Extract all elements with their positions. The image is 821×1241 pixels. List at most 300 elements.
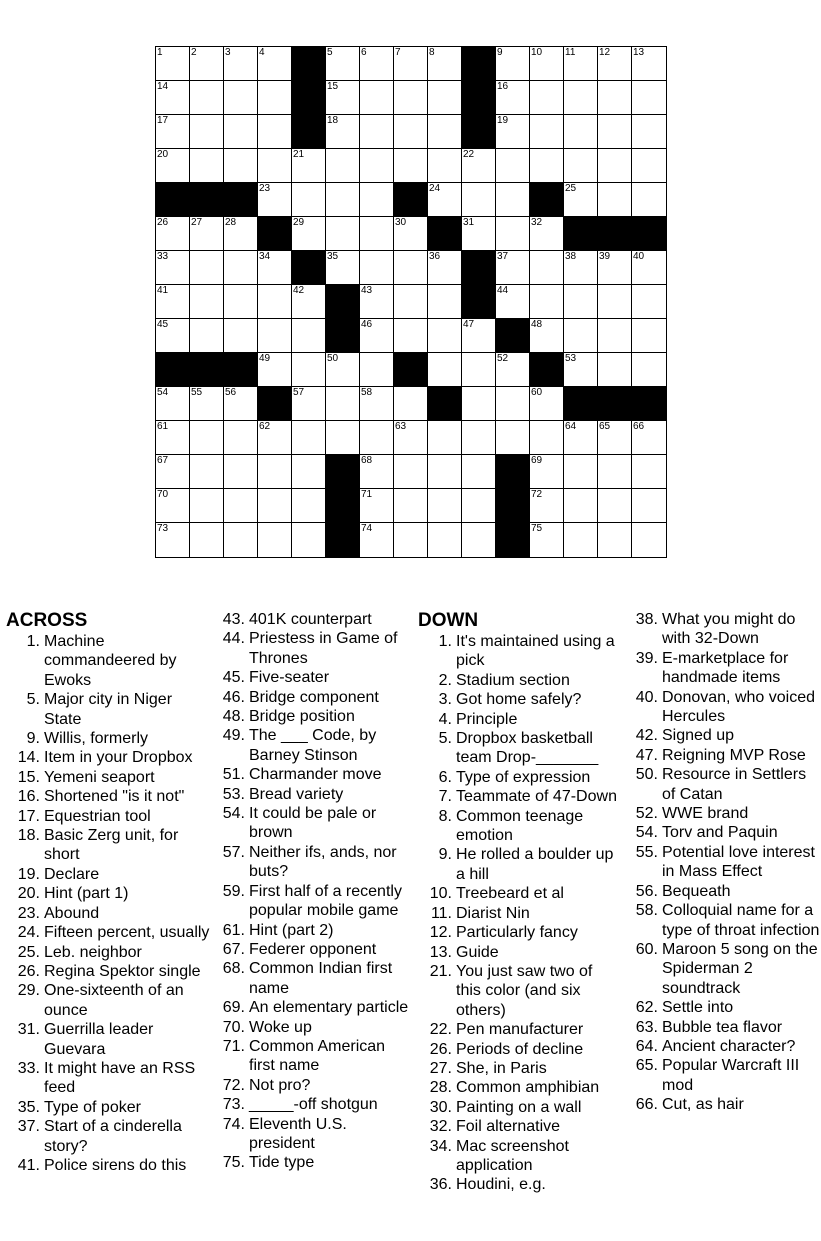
grid-cell[interactable] [394, 149, 428, 183]
clue-item-text: Got home safely? [456, 691, 582, 709]
grid-cell[interactable] [224, 387, 258, 421]
grid-cell[interactable] [292, 523, 326, 557]
grid-cell[interactable] [530, 149, 564, 183]
grid-cell[interactable] [632, 81, 666, 115]
grid-cell[interactable] [394, 523, 428, 557]
clue-item[interactable] [6, 787, 211, 806]
grid-cell[interactable] [598, 421, 632, 455]
grid-cell[interactable] [428, 81, 462, 115]
grid-cell[interactable] [530, 217, 564, 251]
grid-cell[interactable] [632, 455, 666, 489]
grid-cell[interactable] [360, 251, 394, 285]
grid-cell[interactable] [632, 183, 666, 217]
grid-cell[interactable] [462, 217, 496, 251]
grid-cell[interactable] [360, 183, 394, 217]
grid-cell[interactable] [224, 523, 258, 557]
clue-item[interactable] [6, 1098, 211, 1117]
grid-cell[interactable] [258, 149, 292, 183]
grid-cell[interactable] [530, 47, 564, 81]
grid-cell[interactable] [326, 421, 360, 455]
grid-cell[interactable] [224, 115, 258, 149]
clue-item[interactable] [418, 1175, 618, 1194]
grid-cell[interactable] [224, 455, 258, 489]
grid-cell[interactable] [564, 523, 598, 557]
grid-cell[interactable] [224, 251, 258, 285]
grid-cell[interactable] [564, 47, 598, 81]
grid-cell[interactable] [496, 149, 530, 183]
grid-cell[interactable] [190, 285, 224, 319]
grid-cell[interactable] [190, 217, 224, 251]
clue-item[interactable] [6, 865, 211, 884]
grid-cell[interactable] [326, 183, 360, 217]
grid-cell[interactable] [292, 217, 326, 251]
grid-cell[interactable] [564, 455, 598, 489]
grid-cell[interactable] [496, 387, 530, 421]
grid-cell[interactable] [292, 455, 326, 489]
grid-cell[interactable] [258, 81, 292, 115]
clue-item[interactable] [211, 1018, 411, 1037]
grid-cell[interactable] [394, 217, 428, 251]
grid-cell[interactable] [224, 217, 258, 251]
grid-cell[interactable] [530, 251, 564, 285]
clue-item[interactable] [211, 668, 411, 687]
grid-cell[interactable] [564, 115, 598, 149]
grid-cell[interactable] [530, 455, 564, 489]
grid-cell[interactable] [530, 285, 564, 319]
clue-item[interactable] [211, 707, 411, 726]
clue-item[interactable] [6, 632, 211, 690]
grid-cell[interactable] [496, 421, 530, 455]
grid-cell[interactable] [326, 387, 360, 421]
grid-cell[interactable] [394, 421, 428, 455]
grid-cell[interactable] [428, 251, 462, 285]
grid-cell[interactable] [190, 421, 224, 455]
clue-item[interactable] [624, 765, 821, 804]
grid-cell[interactable] [394, 455, 428, 489]
clue-item[interactable] [418, 1137, 618, 1176]
black-square [428, 217, 462, 251]
grid-cell[interactable] [360, 523, 394, 557]
grid-cell[interactable] [360, 489, 394, 523]
clue-number: 71 [361, 489, 373, 500]
grid-cell[interactable] [156, 489, 190, 523]
grid-cell[interactable] [564, 251, 598, 285]
clue-number: 4 [259, 47, 265, 58]
grid-cell[interactable] [632, 285, 666, 319]
grid-cell[interactable] [190, 47, 224, 81]
grid-cell[interactable] [156, 115, 190, 149]
black-square [326, 489, 360, 523]
grid-cell[interactable] [462, 455, 496, 489]
grid-cell[interactable] [598, 285, 632, 319]
grid-cell[interactable] [598, 183, 632, 217]
clue-item[interactable] [6, 1020, 211, 1059]
black-square [326, 523, 360, 557]
grid-cell[interactable] [564, 353, 598, 387]
clue-item-number: 26. [17, 962, 40, 980]
grid-cell[interactable] [360, 319, 394, 353]
grid-cell[interactable] [292, 421, 326, 455]
clue-item[interactable] [624, 901, 821, 940]
clue-item[interactable] [624, 726, 821, 745]
grid-cell[interactable] [530, 115, 564, 149]
grid-cell[interactable] [564, 489, 598, 523]
grid-cell[interactable] [360, 285, 394, 319]
clue-item[interactable] [6, 1156, 211, 1175]
grid-cell[interactable] [632, 251, 666, 285]
clue-item-text: Common teenage emotion [456, 807, 584, 845]
clue-item-text: Tide type [249, 1154, 315, 1172]
grid-cell[interactable] [224, 285, 258, 319]
clue-item[interactable] [211, 882, 411, 921]
grid-cell[interactable] [292, 149, 326, 183]
clue-item[interactable] [211, 610, 411, 629]
grid-cell[interactable] [326, 47, 360, 81]
grid-cell[interactable] [530, 523, 564, 557]
grid-cell[interactable] [326, 81, 360, 115]
grid-cell[interactable] [156, 149, 190, 183]
clue-item[interactable] [418, 904, 618, 923]
grid-cell[interactable] [292, 353, 326, 387]
clue-item-number: 17. [17, 807, 40, 825]
black-square [394, 353, 428, 387]
grid-cell[interactable] [530, 81, 564, 115]
grid-cell[interactable] [598, 149, 632, 183]
grid-cell[interactable] [598, 319, 632, 353]
clue-item[interactable] [211, 765, 411, 784]
grid-cell[interactable] [156, 285, 190, 319]
grid-cell[interactable] [462, 489, 496, 523]
grid-cell[interactable] [598, 251, 632, 285]
black-square [224, 353, 258, 387]
grid-cell[interactable] [258, 489, 292, 523]
grid-cell[interactable] [292, 183, 326, 217]
grid-cell[interactable] [258, 523, 292, 557]
grid-cell[interactable] [496, 115, 530, 149]
clue-item[interactable] [418, 845, 618, 884]
grid-cell[interactable] [632, 489, 666, 523]
grid-cell[interactable] [258, 183, 292, 217]
grid-cell[interactable] [462, 523, 496, 557]
grid-cell[interactable] [564, 285, 598, 319]
grid-cell[interactable] [190, 319, 224, 353]
clue-item[interactable] [6, 690, 211, 729]
black-square [462, 251, 496, 285]
clue-item-number: 45. [222, 669, 245, 687]
clue-item[interactable] [6, 807, 211, 826]
clue-item-number: 41. [17, 1156, 40, 1174]
grid-cell[interactable] [462, 421, 496, 455]
clue-item[interactable] [211, 1153, 411, 1172]
clue-item-number: 25. [17, 943, 40, 961]
grid-cell[interactable] [190, 149, 224, 183]
grid-cell[interactable] [156, 251, 190, 285]
grid-cell[interactable] [156, 523, 190, 557]
grid-cell[interactable] [190, 387, 224, 421]
grid-cell[interactable] [598, 455, 632, 489]
clue-item[interactable] [211, 1115, 411, 1154]
clue-item[interactable] [624, 610, 821, 649]
grid-cell[interactable] [326, 353, 360, 387]
grid-cell[interactable] [496, 183, 530, 217]
grid-cell[interactable] [462, 353, 496, 387]
grid-cell[interactable] [360, 149, 394, 183]
clue-item[interactable] [418, 690, 618, 709]
grid-cell[interactable] [394, 251, 428, 285]
clue-item[interactable] [6, 1059, 211, 1098]
clue-item[interactable] [418, 1078, 618, 1097]
clue-item[interactable] [624, 843, 821, 882]
clue-item[interactable] [6, 729, 211, 748]
clue-item[interactable] [211, 1095, 411, 1114]
clue-item[interactable] [418, 768, 618, 787]
grid-cell[interactable] [564, 81, 598, 115]
grid-cell[interactable] [258, 319, 292, 353]
grid-cell[interactable] [190, 81, 224, 115]
clue-item[interactable] [418, 1059, 618, 1078]
clue-item[interactable] [624, 940, 821, 998]
clue-item[interactable] [6, 904, 211, 923]
clue-item[interactable] [211, 998, 411, 1017]
grid-cell[interactable] [530, 319, 564, 353]
clue-item-text: Willis, formerly [44, 730, 148, 748]
clue-item[interactable] [624, 1018, 821, 1037]
clue-number: 30 [395, 217, 407, 228]
clue-item[interactable] [418, 884, 618, 903]
clue-item[interactable] [624, 688, 821, 727]
grid-cell[interactable] [258, 353, 292, 387]
grid-cell[interactable] [632, 421, 666, 455]
clue-item[interactable] [624, 1056, 821, 1095]
grid-cell[interactable] [632, 149, 666, 183]
grid-cell[interactable] [190, 489, 224, 523]
grid-cell[interactable] [632, 353, 666, 387]
grid-cell[interactable] [394, 81, 428, 115]
clue-item[interactable] [418, 943, 618, 962]
grid-cell[interactable] [496, 353, 530, 387]
grid-cell[interactable] [156, 47, 190, 81]
grid-cell[interactable] [190, 251, 224, 285]
clue-item[interactable] [418, 1117, 618, 1136]
clue-item[interactable] [6, 748, 211, 767]
grid-cell[interactable] [428, 489, 462, 523]
grid-cell[interactable] [598, 115, 632, 149]
grid-cell[interactable] [462, 319, 496, 353]
grid-cell[interactable] [428, 285, 462, 319]
clue-item[interactable] [418, 787, 618, 806]
grid-cell[interactable] [292, 319, 326, 353]
grid-cell[interactable] [224, 319, 258, 353]
clue-item[interactable] [624, 998, 821, 1017]
grid-cell[interactable] [224, 149, 258, 183]
grid-cell[interactable] [598, 523, 632, 557]
grid-cell[interactable] [428, 115, 462, 149]
grid-cell[interactable] [224, 81, 258, 115]
clue-item[interactable] [418, 807, 618, 846]
clue-item[interactable] [418, 1020, 618, 1039]
clue-item[interactable] [211, 1037, 411, 1076]
grid-cell[interactable] [156, 387, 190, 421]
grid-cell[interactable] [360, 81, 394, 115]
clue-item-number: 13. [429, 943, 452, 961]
grid-cell[interactable] [326, 251, 360, 285]
grid-cell[interactable] [564, 183, 598, 217]
grid-cell[interactable] [360, 217, 394, 251]
grid-cell[interactable] [564, 149, 598, 183]
black-square [326, 285, 360, 319]
grid-cell[interactable] [156, 217, 190, 251]
grid-cell[interactable] [530, 489, 564, 523]
clue-item[interactable] [211, 726, 411, 765]
grid-cell[interactable] [496, 251, 530, 285]
clue-item[interactable] [6, 768, 211, 787]
grid-cell[interactable] [462, 387, 496, 421]
grid-cell[interactable] [360, 455, 394, 489]
clue-item-text: An elementary particle [249, 999, 409, 1017]
grid-cell[interactable] [496, 285, 530, 319]
grid-cell[interactable] [428, 455, 462, 489]
clue-item[interactable] [6, 1117, 211, 1156]
clue-item-text: WWE brand [662, 805, 749, 823]
grid-cell[interactable] [326, 217, 360, 251]
grid-cell[interactable] [598, 47, 632, 81]
clue-item[interactable] [211, 843, 411, 882]
grid-cell[interactable] [292, 285, 326, 319]
grid-cell[interactable] [258, 455, 292, 489]
clue-item[interactable] [418, 632, 618, 671]
clue-item[interactable] [211, 940, 411, 959]
grid-cell[interactable] [394, 387, 428, 421]
grid-cell[interactable] [292, 387, 326, 421]
clue-item[interactable] [211, 921, 411, 940]
grid-cell[interactable] [360, 387, 394, 421]
grid-cell[interactable] [428, 47, 462, 81]
clue-item[interactable] [418, 962, 618, 1020]
grid-cell[interactable] [428, 319, 462, 353]
grid-cell[interactable] [394, 489, 428, 523]
clue-item[interactable] [624, 649, 821, 688]
grid-cell[interactable] [360, 47, 394, 81]
grid-cell[interactable] [428, 183, 462, 217]
grid-cell[interactable] [428, 421, 462, 455]
grid-cell[interactable] [598, 353, 632, 387]
clue-item[interactable] [624, 746, 821, 765]
clue-item-text: Guerrilla leader Guevara [44, 1021, 154, 1058]
grid-cell[interactable] [428, 523, 462, 557]
grid-cell[interactable] [632, 115, 666, 149]
clue-item-number: 11. [430, 904, 452, 922]
grid-cell[interactable] [428, 149, 462, 183]
clue-item[interactable] [624, 1095, 821, 1114]
clue-item-number: 16. [17, 788, 40, 806]
grid-cell[interactable] [496, 47, 530, 81]
grid-cell[interactable] [360, 115, 394, 149]
grid-cell[interactable] [326, 149, 360, 183]
clue-item[interactable] [211, 785, 411, 804]
clue-item[interactable] [418, 1040, 618, 1059]
grid-cell[interactable] [156, 81, 190, 115]
grid-cell[interactable] [326, 115, 360, 149]
clue-item[interactable] [418, 710, 618, 729]
grid-cell[interactable] [632, 319, 666, 353]
grid-cell[interactable] [564, 319, 598, 353]
clue-item[interactable] [211, 688, 411, 707]
grid-cell[interactable] [224, 47, 258, 81]
grid-cell[interactable] [258, 285, 292, 319]
grid-cell[interactable] [258, 47, 292, 81]
clue-item[interactable] [6, 962, 211, 981]
grid-cell[interactable] [224, 421, 258, 455]
grid-cell[interactable] [496, 81, 530, 115]
grid-cell[interactable] [258, 251, 292, 285]
grid-cell[interactable] [190, 115, 224, 149]
clue-number: 7 [395, 47, 401, 58]
clue-item[interactable] [211, 804, 411, 843]
clue-item[interactable] [211, 629, 411, 668]
grid-cell[interactable] [598, 81, 632, 115]
grid-cell[interactable] [360, 353, 394, 387]
clue-item[interactable] [418, 671, 618, 690]
clue-item[interactable] [6, 884, 211, 903]
clue-item[interactable] [624, 882, 821, 901]
grid-cell[interactable] [530, 421, 564, 455]
grid-cell[interactable] [428, 353, 462, 387]
clue-item-text: Principle [456, 710, 518, 728]
clue-number: 6 [361, 47, 367, 58]
grid-cell[interactable] [190, 455, 224, 489]
grid-cell[interactable] [156, 455, 190, 489]
clue-item[interactable] [418, 1098, 618, 1117]
grid-cell[interactable] [224, 489, 258, 523]
grid-cell[interactable] [496, 217, 530, 251]
grid-cell[interactable] [632, 523, 666, 557]
clue-item-number: 54. [222, 805, 245, 823]
grid-cell[interactable] [394, 47, 428, 81]
clue-item[interactable] [6, 943, 211, 962]
clue-item[interactable] [624, 1037, 821, 1056]
clue-item-number: 35. [17, 1098, 40, 1116]
grid-cell[interactable] [258, 421, 292, 455]
clue-item[interactable] [211, 1076, 411, 1095]
grid-cell[interactable] [564, 421, 598, 455]
grid-cell[interactable] [462, 149, 496, 183]
clue-item-number: 75. [222, 1154, 245, 1172]
clue-item[interactable] [418, 729, 618, 768]
grid-cell[interactable] [632, 47, 666, 81]
grid-cell[interactable] [292, 489, 326, 523]
clue-item[interactable] [624, 823, 821, 842]
grid-cell[interactable] [360, 421, 394, 455]
grid-cell[interactable] [394, 285, 428, 319]
clue-item[interactable] [6, 981, 211, 1020]
grid-cell[interactable] [530, 387, 564, 421]
clue-item[interactable] [418, 923, 618, 942]
grid-cell[interactable] [462, 183, 496, 217]
clue-item[interactable] [624, 804, 821, 823]
black-square [462, 285, 496, 319]
grid-cell[interactable] [190, 523, 224, 557]
clue-item-number: 74. [222, 1115, 245, 1133]
grid-cell[interactable] [394, 115, 428, 149]
grid-cell[interactable] [258, 115, 292, 149]
clue-item[interactable] [211, 959, 411, 998]
grid-cell[interactable] [394, 319, 428, 353]
grid-cell[interactable] [598, 489, 632, 523]
clue-item[interactable] [6, 923, 211, 942]
grid-cell[interactable] [156, 319, 190, 353]
grid-cell[interactable] [156, 421, 190, 455]
clue-item[interactable] [6, 826, 211, 865]
